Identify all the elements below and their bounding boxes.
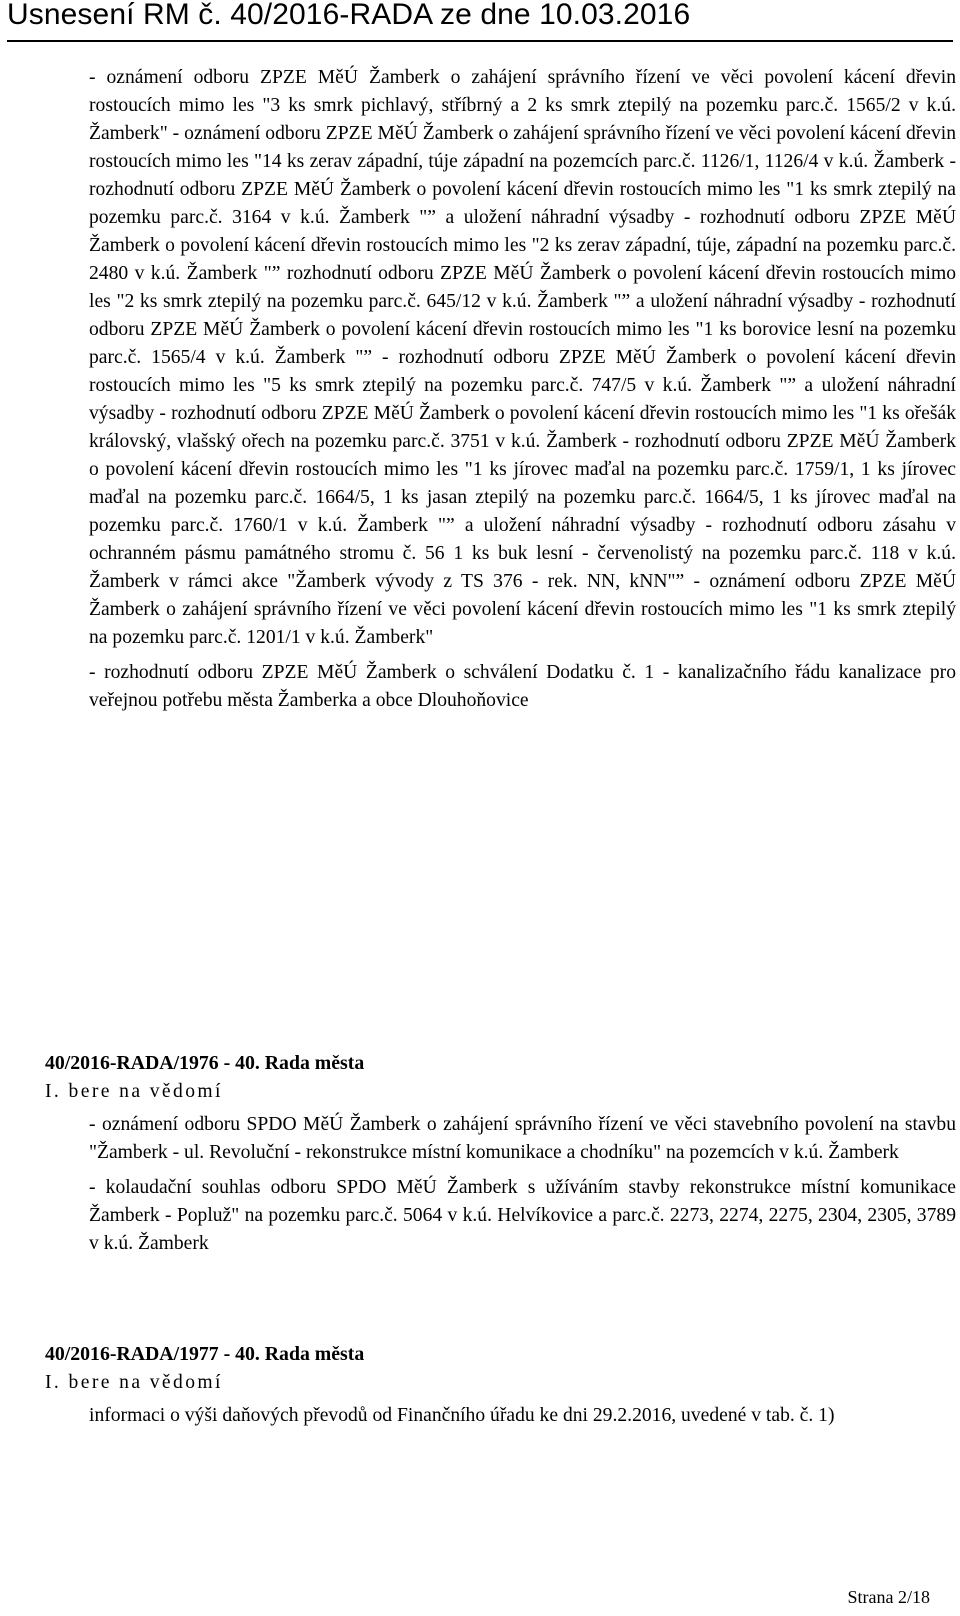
- page-number: Strana 2/18: [847, 1587, 930, 1607]
- resolution-paragraph: - kolaudační souhlas odboru SPDO MěÚ Žamberk s užíváním stavby rekonstrukce místní komunikace Žamberk - Popluž" na pozemku parc.č. 5064 v k.ú. Helvíkovice a parc.č. 2273, 2274, 2275, 2304, 2305, 3789 v k.ú. Žamberk: [89, 1177, 956, 1254]
- resolution-subtitle: I. bere na vědomí: [45, 1081, 223, 1102]
- resolution-section-1976: [45, 1049, 956, 1258]
- resolution-section-1977: [45, 1340, 956, 1430]
- resolution-subtitle: I. bere na vědomí: [45, 1372, 223, 1393]
- page-header: [7, 0, 953, 42]
- resolution-body: [89, 1111, 956, 1258]
- resolution-paragraph: informaci o výši daňových převodů od Finančního úřadu ke dni 29.2.2016, uvedené v tab. č. 1): [89, 1405, 835, 1426]
- document-title: Usnesení RM č. 40/2016-RADA ze dne 10.03.2016: [7, 0, 691, 31]
- resolution-title: 40/2016-RADA/1976 - 40. Rada města: [45, 1052, 365, 1074]
- resolution-title: 40/2016-RADA/1977 - 40. Rada města: [45, 1343, 365, 1365]
- decision-list-paragraph: - oznámení odboru ZPZE MěÚ Žamberk o zahájení správního řízení ve věci povolení kácení dřevin rostoucích mimo les "3 ks smrk pichlavý, stříbrný a 2 ks smrk ztepilý na pozemku parc.č. 1565/2 v k.ú. Žamberk" - oznámení odboru ZPZE MěÚ Žamberk o zahájení správního řízení ve věci povolení kácení dřevin rostoucích mimo les "14 ks zerav západní, túje západní na pozemcích parc.č. 1126/1, 1126/4 v k.ú. Žamberk - rozhodnutí odboru ZPZE MěÚ Žamberk o povolení kácení dřevin rostoucích mimo les "1 ks smrk ztepilý na pozemku parc.č. 3164 v k.ú. Žamberk "” a uložení náhradní výsadby - rozhodnutí odboru ZPZE MěÚ Žamberk o povolení kácení dřevin rostoucích mimo les "2 ks zerav západní, túje, západní na pozemku parc.č. 2480 v k.ú. Žamberk "” rozhodnutí odboru ZPZE MěÚ Žamberk o povolení kácení dřevin rostoucích mimo les "2 ks smrk ztepilý na pozemku parc.č. 645/12 v k.ú. Žamberk "” a uložení náhradní výsadby - rozhodnutí odboru ZPZE MěÚ Žamberk o povolení kácení dřevin rostoucích mimo les "1 ks borovice lesní na pozemku parc.č. 1565/4 v k.ú. Žamberk "” - rozhodnutí odboru ZPZE MěÚ Žamberk o povolení kácení dřevin rostoucích mimo les "5 ks smrk ztepilý na pozemku parc.č. 747/5 v k.ú. Žamberk "” a uložení náhradní výsadby - rozhodnutí odboru ZPZE MěÚ Žamberk o povolení kácení dřevin rostoucích mimo les "1 ks ořešák královský, vlašský ořech na pozemku parc.č. 3751 v k.ú. Žamberk - rozhodnutí odboru ZPZE MěÚ Žamberk o povolení kácení dřevin rostoucích mimo les "1 ks jírovec maďal na pozemku parc.č. 1759/1, 1 ks jírovec maďal na pozemku parc.č. 1664/5, 1 ks jasan ztepilý na pozemku parc.č. 1664/5, 1 ks jírovec maďal na pozemku parc.č. 1760/1 v k.ú. Žamberk "” a uložení náhradní výsadby - rozhodnutí odboru zásahu v ochranném pásmu památného stromu č. 56 1 ks buk lesní - červenolistý na pozemku parc.č. 118 v k.ú. Žamberk v rámci akce "Žamberk vývody z TS 376 - rek. NN, kNN"” - oznámení odboru ZPZE MěÚ Žamberk o zahájení správního řízení ve věci povolení kácení dřevin rostoucích mimo les "1 ks smrk ztepilý na pozemku parc.č. 1201/1 v k.ú. Žamberk": [89, 67, 956, 648]
- resolution-paragraph: - oznámení odboru SPDO MěÚ Žamberk o zahájení správního řízení ve věci stavebního povolení na stavbu "Žamberk - ul. Revoluční - rekonstrukce místní komunikace a chodníku" na pozemcích v k.ú. Žamberk: [89, 1114, 956, 1163]
- decision-list-paragraph: - rozhodnutí odboru ZPZE MěÚ Žamberk o schválení Dodatku č. 1 - kanalizačního řádu kanalizace pro veřejnou potřebu města Žamberka a obce Dlouhoňovice: [89, 662, 956, 711]
- resolution-body: [89, 1402, 956, 1430]
- main-content: [89, 64, 956, 715]
